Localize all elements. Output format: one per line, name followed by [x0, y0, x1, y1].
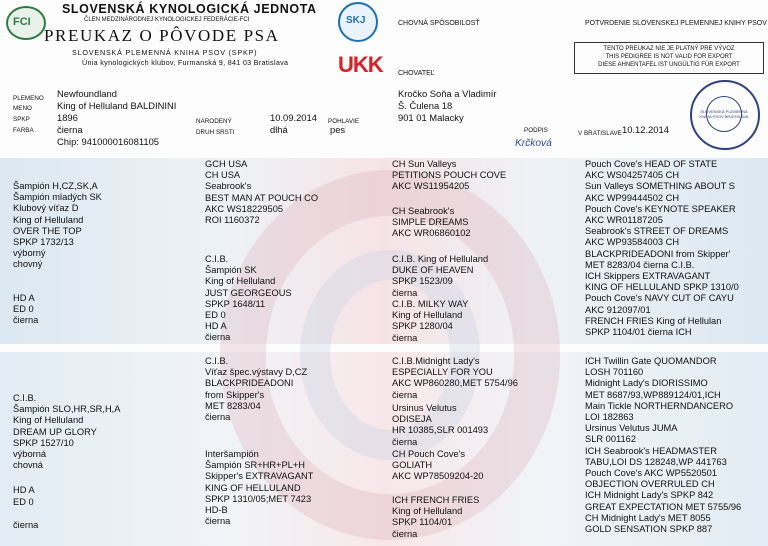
dam-gp2-line: Skipper's EXTRAVAGANT	[205, 471, 314, 482]
dam-ggp2-line: ODISEJA	[392, 414, 432, 425]
dam-parent-line: čierna	[13, 519, 39, 530]
dam-gggp-line: OBJECTION OVERRULED CH	[585, 479, 715, 490]
dam-gggp-line: MET 8687/93,WP889124/01,ICH	[585, 389, 721, 400]
breed-label: PLEMENO	[13, 95, 44, 102]
fci-logo-text: FCI	[13, 16, 31, 28]
dog-color: čierna	[57, 124, 83, 135]
sire-gp2-line: C.I.B.	[205, 254, 229, 264]
dog-spkp: 1896	[57, 112, 78, 123]
seal-stamp	[690, 80, 760, 150]
sire-parent-line: HD A	[13, 292, 35, 303]
sire-parent-line	[13, 271, 102, 293]
dam-gp2-line: čierna	[205, 516, 231, 527]
sire-ggp-2	[392, 206, 471, 240]
sire-ggp-3	[392, 254, 488, 299]
sire-gggp-line: FRENCH FRIES King of Hellulan	[585, 315, 722, 326]
dam-parent-line: C.I.B.	[13, 393, 37, 403]
sire-ggp1-line: AKC WS11954205	[392, 181, 470, 192]
dam-ggp3-line: CH Pouch Cove's	[392, 449, 466, 459]
export-note-line-3: DIESE AHNENTAFEL IST UNGÜLTIG FÜR EXPORT	[598, 62, 740, 68]
sire-gp1-line: BEST MAN AT POUCH CO	[205, 192, 319, 203]
sire-gp1-line: Seabrook's	[205, 181, 252, 192]
dam-gggp-line: Midnight Lady's DIORISSIMO	[585, 378, 708, 389]
subtitle-address: Únia kynologických klubov, Furmanská 9, 841 03 Bratislava	[82, 58, 289, 67]
sire-ggp3-line: SPKP 1523/09	[392, 276, 453, 287]
dam-parent	[13, 393, 120, 531]
color-label: FARBA	[13, 127, 34, 134]
breeding-ability-label: CHOVNÁ SPÔSOBILOSŤ	[398, 20, 480, 27]
sire-parent-line: Klubový víťaz D	[13, 203, 79, 214]
sire-grandparent-1	[205, 159, 318, 226]
sire-gggp-line: Pouch Cove's KEYNOTE SPEAKER	[585, 203, 736, 214]
sire-gp2-line: SPKP 1648/11	[205, 298, 266, 309]
hair-label: DRUH SRSTI	[196, 129, 235, 136]
sire-gp1-line: GCH USA	[205, 159, 248, 169]
sire-gggp-line: BLACKPRIDEADONI from Skipper'	[585, 248, 731, 259]
dam-grandparent-1	[205, 356, 307, 423]
dam-ggp2-line: Ursinus Velutus	[392, 403, 457, 413]
sire-ggp4-line: C.I.B. MILKY WAY	[392, 299, 469, 309]
sire-gggp-line: AKC WP93584003 CH	[585, 237, 680, 248]
sire-gggp-line: AKC WR01187205	[585, 215, 663, 226]
dam-ggp1-line: C.I.B.Midnight Lady's	[392, 356, 480, 366]
owner-line-1: Kročko Soňa a Vladimír	[398, 88, 497, 99]
sire-parent-line: Šampión H,CZ,SK,A	[13, 181, 98, 191]
dam-gggp-line: GOLD SENSATION SPKP 887	[585, 524, 713, 535]
dam-gggp-line: Main Tickle NORTHERNDANCERO	[585, 400, 734, 411]
sire-gggp-line: Pouch Cove's HEAD OF STATE	[585, 159, 718, 169]
dam-ggp4-line: King of Helluland	[392, 506, 463, 517]
export-note-box	[574, 42, 764, 74]
dam-ggp4-line: SPKP 1104/01	[392, 517, 453, 528]
sire-ggp1-line: CH Sun Valleys	[392, 159, 457, 169]
dam-parent-line	[13, 508, 120, 520]
owner-line-2: Š. Čulena 18	[398, 100, 453, 111]
dam-ggp1-line: AKC WP860280,MET 5754/96	[392, 378, 518, 389]
sire-gp2-line: ED 0	[205, 310, 226, 321]
sire-parent-line: OVER THE TOP	[13, 225, 82, 236]
sire-gggp-line: Sun Valleys SOMETHING ABOUT S	[585, 181, 735, 192]
skj-logo	[338, 2, 378, 42]
sire-grandparent-2	[205, 254, 292, 344]
dam-parent-line: SPKP 1527/10	[13, 437, 74, 448]
dog-name: King of Helluland BALDININI	[57, 100, 177, 111]
confirmation-label: POTVRDENIE SLOVENSKEJ PLEMENNEJ KNIHY PSOV	[585, 20, 767, 27]
dam-parent-line: ED 0	[13, 496, 34, 507]
dam-gp2-line: SPKP 1310/05;MET 7423	[205, 493, 312, 504]
signature-label: PODPIS	[524, 127, 548, 134]
sire-gggp-line: SPKP 1104/01 čierna ICH	[585, 327, 692, 338]
dog-sex: pes	[330, 124, 346, 135]
dam-gp2-line: HD-B	[205, 505, 228, 516]
dam-parent-line: Šampión SLO,HR,SR,H,A	[13, 404, 121, 415]
subtitle-spkp: SLOVENSKÁ PLEMENNÁ KNIHA PSOV (SPKP)	[72, 48, 258, 57]
sire-ggp2-line: CH Seabrook's	[392, 206, 455, 216]
sire-ggp1-line: PETITIONS POUCH COVE	[392, 170, 507, 181]
export-note-line-2: THIS PEDIGREE IS NOT VALID FOR EXPORT	[605, 54, 733, 60]
sire-gp2-line: HD A	[205, 321, 227, 332]
signature: Krčková	[515, 138, 552, 149]
dam-parent-line: HD A	[13, 485, 35, 496]
title-pedigree: PREUKAZ O PÔVODE PSA	[44, 26, 280, 45]
sire-gp2-line: čierna	[205, 332, 231, 343]
dam-ggp3-line: AKC WP78509204-20	[392, 471, 484, 482]
sire-ggp3-line: čierna	[392, 287, 418, 298]
sire-parent-line: výborný	[13, 248, 46, 259]
sire-gp1-line: ROI 1160372	[205, 215, 260, 226]
sire-ggp2-line: AKC WR06860102	[392, 228, 471, 239]
sire-parent-line: chovný	[13, 259, 43, 270]
sire-gggp-line: KING OF HELLULAND SPKP 1310/0	[585, 282, 739, 293]
sex-label: POHLAVIE	[328, 118, 360, 125]
sire-parent-line: čierna	[13, 315, 39, 326]
dam-ggp3-line: GOLIATH	[392, 460, 433, 471]
title-skj-sub: ČLEN MEDZINÁRODNEJ KYNOLOGICKEJ FEDERÁCIE-FCI	[84, 17, 250, 23]
sire-gp1-line: CH USA	[205, 170, 241, 181]
sire-parent-line: King of Helluland	[13, 214, 84, 225]
dam-gp1-line: čierna	[205, 412, 231, 423]
sire-gggp-line: AKC WP99444502 CH	[585, 192, 680, 203]
owner-label: CHOVATEĽ	[398, 70, 435, 77]
ukk-logo: UKK	[338, 52, 383, 77]
dam-gggp-line: ICH Midnight Lady's SPKP 842	[585, 490, 714, 501]
sire-gggp-line: AKC WS04257405 CH	[585, 170, 680, 181]
dam-gggp-line: CH Midnight Lady's MET 8055	[585, 512, 711, 523]
sire-gggp-line: Pouch Cove's NAVY CUT OF CAYU	[585, 293, 734, 304]
sire-gp2-line: King of Helluland	[205, 276, 276, 287]
sire-gggp	[585, 159, 739, 338]
place-label: V BRATISLAVE	[578, 130, 622, 137]
dam-gp2-line: Interšampión	[205, 449, 259, 459]
sire-parent	[13, 181, 102, 326]
sire-ggp-4	[392, 299, 468, 344]
issue-date: 10.12.2014	[622, 124, 669, 135]
name-label: MENO	[13, 105, 32, 112]
dog-chip: Chip: 941000016081105	[57, 136, 160, 147]
dam-gp1-line: C.I.B.	[205, 356, 229, 366]
dam-ggp4-line: ICH FRENCH FRIES	[392, 495, 480, 505]
sire-parent-line: ED 0	[13, 303, 34, 314]
dam-parent-line	[13, 471, 120, 485]
dam-gp2-line: Šampión SR+HR+PL+H	[205, 460, 305, 471]
sire-ggp-1	[392, 159, 506, 193]
dam-ggp1-line: ESPECIALLY FOR YOU	[392, 367, 493, 378]
dam-ggp-1	[392, 356, 518, 401]
sire-gggp-line: ICH Skippers EXTRAVAGANT	[585, 271, 711, 282]
dam-ggp2-line: HR 10385,SLR 001493	[392, 425, 489, 436]
dam-ggp-2	[392, 403, 488, 448]
dam-grandparent-2	[205, 449, 313, 527]
sire-ggp3-line: C.I.B. King of Helluland	[392, 254, 489, 264]
sire-gp2-line: JUST GEORGEOUS	[205, 287, 292, 298]
dam-ggp-4	[392, 495, 479, 540]
sire-gp2-line: Šampión SK	[205, 265, 257, 276]
sire-ggp3-line: DUKE OF HEAVEN	[392, 265, 474, 276]
sire-gggp-line: Seabrook's STREET OF DREAMS	[585, 226, 729, 237]
sire-ggp2-line: SIMPLE DREAMS	[392, 217, 469, 228]
sire-ggp4-line: SPKP 1280/04	[392, 321, 453, 332]
dam-parent-line: DREAM UP GLORY	[13, 426, 97, 437]
owner-line-3: 901 01 Malacky	[398, 112, 464, 123]
dam-gggp	[585, 356, 741, 535]
dog-hair: dlhá	[270, 124, 288, 135]
dam-gp1-line: from Skipper's	[205, 389, 265, 400]
dam-parent-line: výborná	[13, 449, 47, 460]
sire-ggp4-line: King of Helluland	[392, 310, 463, 321]
dam-gggp-line: SLR 001162	[585, 434, 637, 445]
dam-parent-line: chovná	[13, 460, 43, 471]
dam-gggp-line: LOI 182863	[585, 412, 634, 423]
dam-gggp-line: Ursinus Velutus JUMA	[585, 423, 678, 434]
dam-gggp-line: GREAT EXPECTATION MET 5755/96	[585, 501, 742, 512]
title-skj: SLOVENSKÁ KYNOLOGICKÁ JEDNOTA	[62, 2, 317, 16]
dam-ggp-3	[392, 449, 483, 483]
dog-born: 10.09.2014	[270, 112, 317, 123]
dam-gggp-line: ICH Seabrook's HEADMASTER	[585, 445, 717, 456]
dam-gp1-line: MET 8283/04	[205, 400, 261, 411]
dam-ggp2-line: čierna	[392, 436, 418, 447]
dam-ggp4-line: čierna	[392, 528, 418, 539]
dam-gp1-line: Víťaz špec.výstavy D,CZ	[205, 367, 308, 378]
dam-ggp1-line: čierna	[392, 389, 418, 400]
dam-gp1-line: BLACKPRIDEADONI	[205, 378, 294, 389]
born-label: NARODENÝ	[196, 118, 232, 125]
dam-parent-line: King of Helluland	[13, 415, 84, 426]
dam-gp2-line: KING OF HELLULAND	[205, 482, 301, 493]
sire-parent-line: Šampión mladých SK	[13, 192, 102, 203]
skj-logo-text: SKJ	[346, 15, 366, 26]
dam-gggp-line: Pouch Cove's AKC WP5520501	[585, 468, 718, 479]
dam-gggp-line: LOSH 701160	[585, 367, 644, 378]
spkp-label: SPKP	[13, 116, 30, 123]
dam-gggp-line: ICH Twillin Gate QUOMANDOR	[585, 356, 717, 366]
dam-gggp-line: TABU,LOI DS 128248,WP 441763	[585, 456, 727, 467]
sire-gggp-line: MET 8283/04 čierna C.I.B.	[585, 259, 695, 270]
export-note-line-1: TENTO PREUKAZ NIE JE PLATNÝ PRE VÝVOZ	[603, 46, 735, 52]
seal-text: SLOVENSKÁ PLEMENNÁ KNIHA PSOV BRATISLAVA	[699, 109, 749, 119]
sire-ggp4-line: čierna	[392, 332, 418, 343]
dog-breed: Newfoundland	[57, 88, 117, 99]
sire-gp1-line: AKC WS18229505	[205, 203, 284, 214]
sire-gggp-line: AKC 912097/01	[585, 304, 651, 315]
sire-parent-line: SPKP 1732/13	[13, 237, 74, 248]
fci-logo	[6, 6, 46, 40]
